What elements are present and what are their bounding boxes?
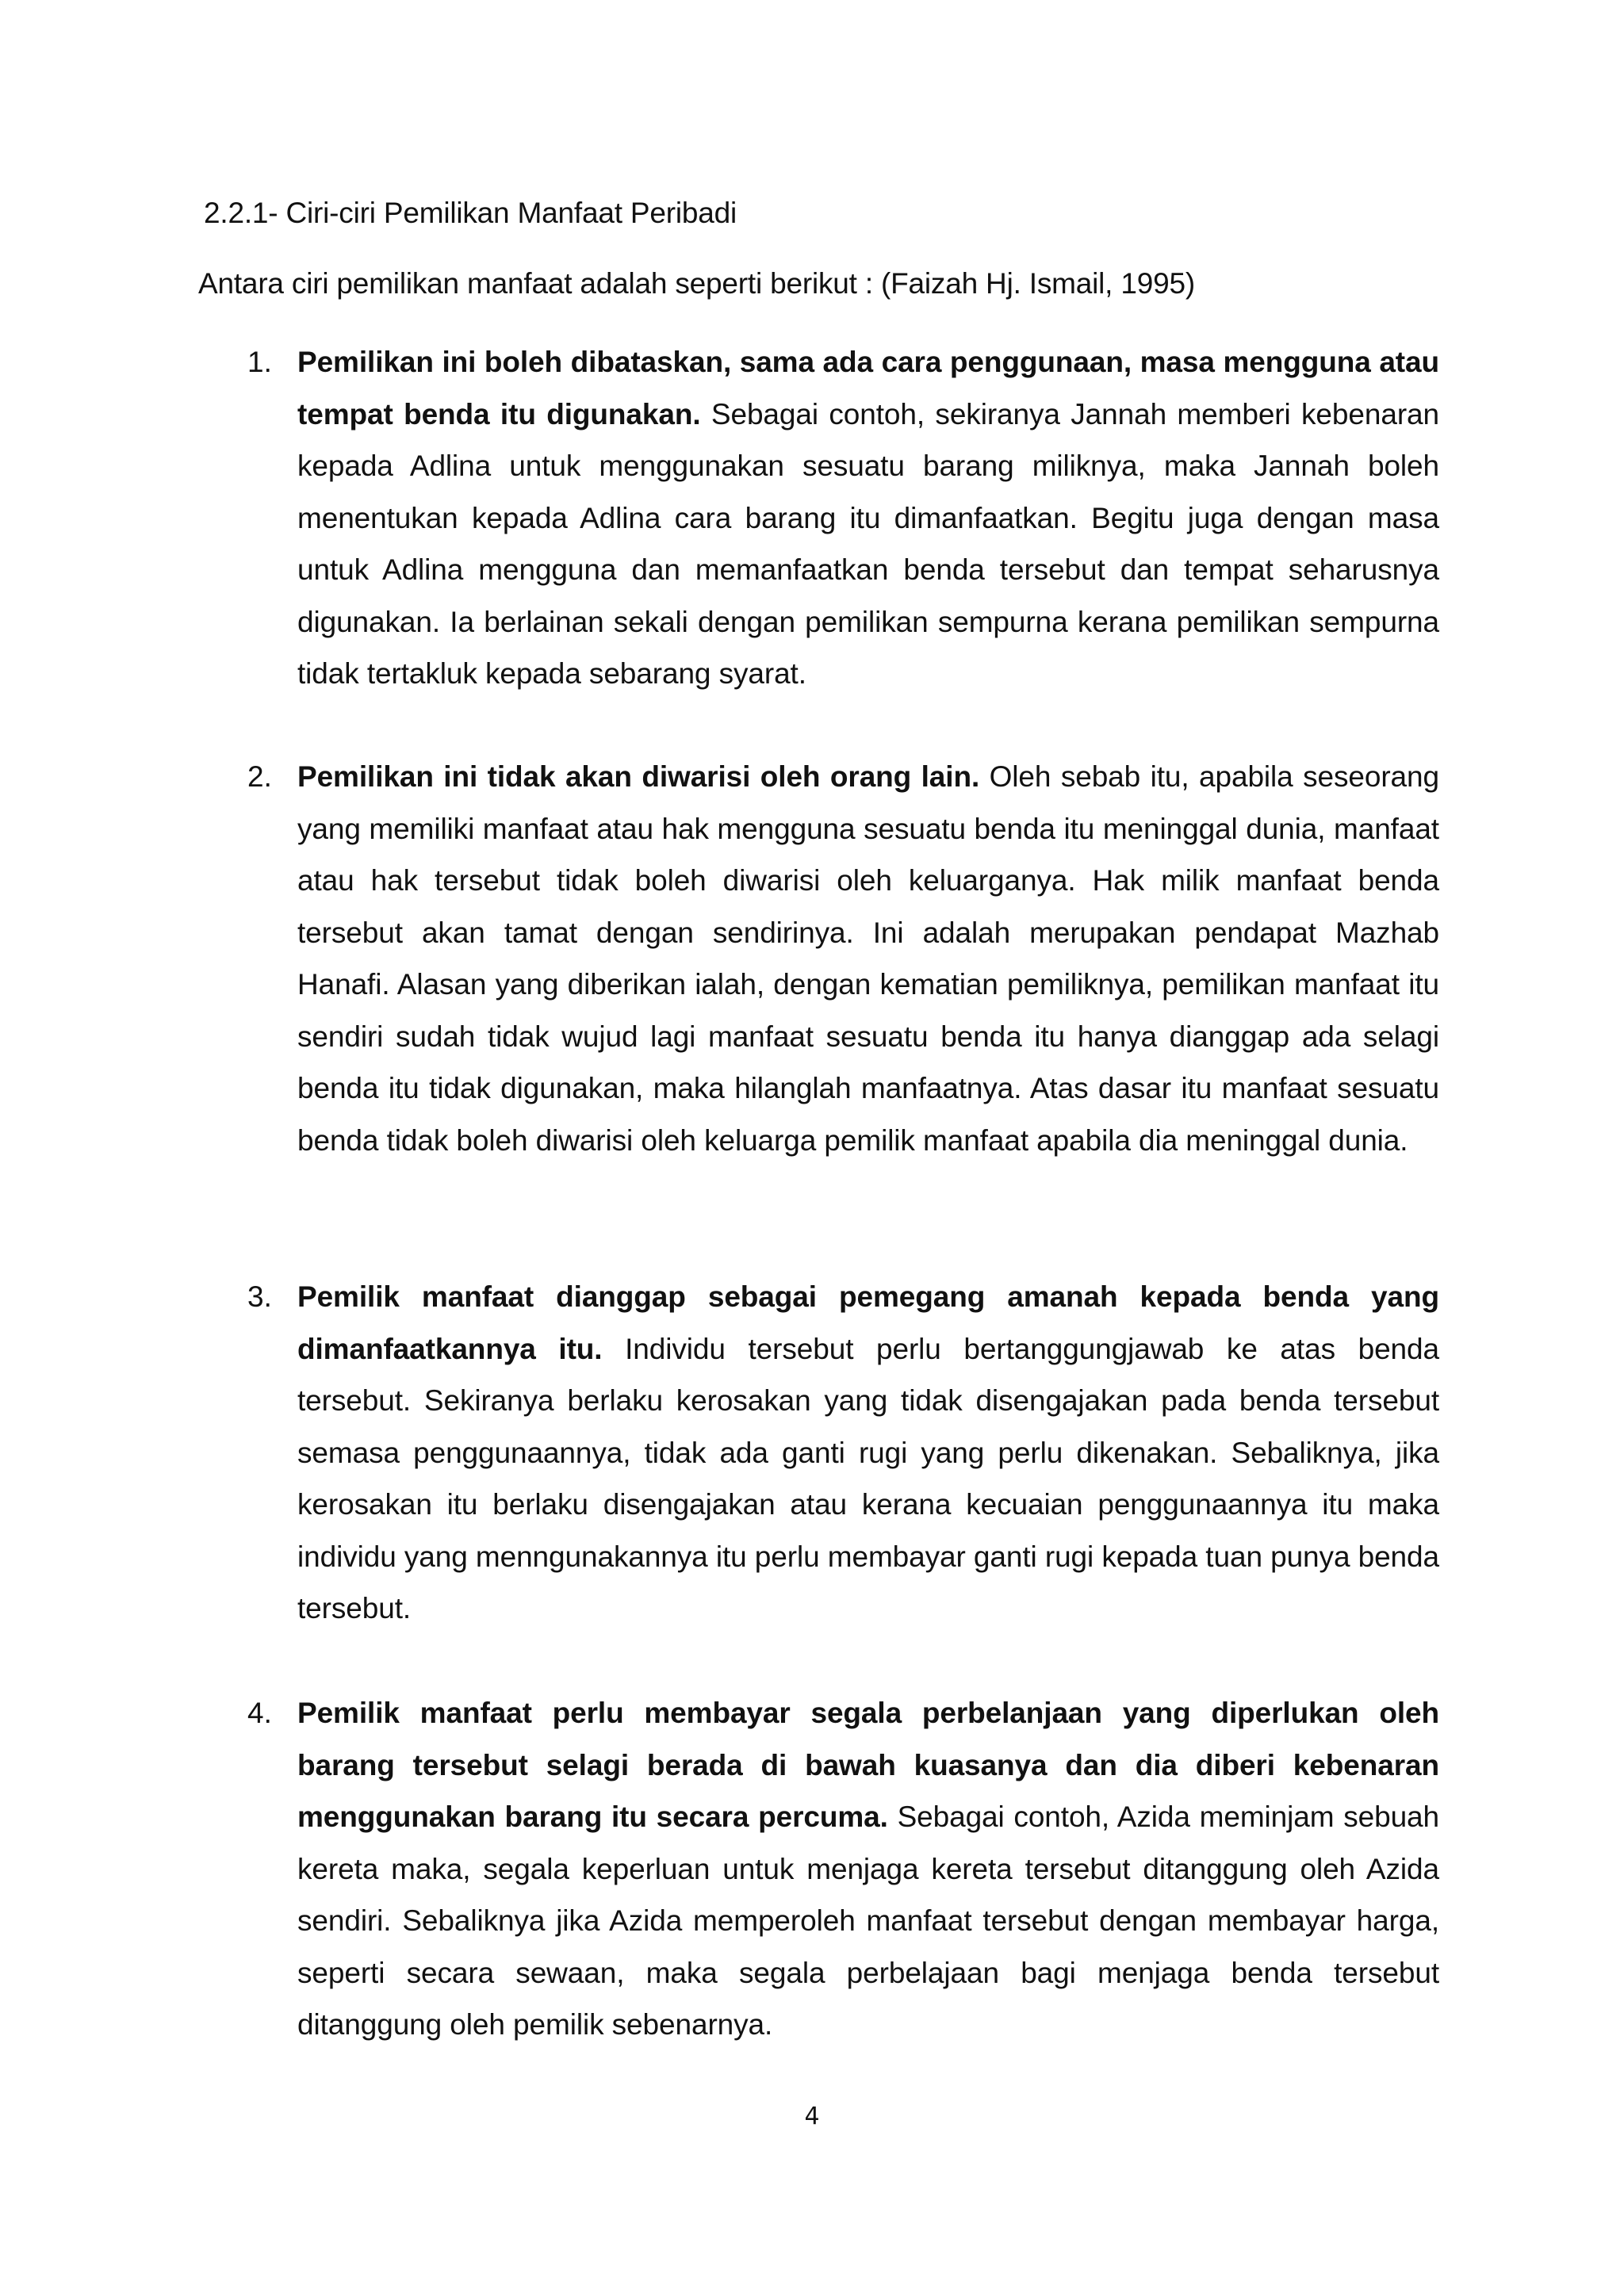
item-number: 1.: [247, 346, 272, 378]
item-number: 3.: [247, 1280, 272, 1313]
item-explanation: Sebagai contoh, Azida meminjam sebuah kereta maka, segala keperluan untuk menjaga kereta tersebut ditanggung oleh Azida sendiri. Sebaliknya jika Azida memperoleh manfaat tersebut dengan membayar harga, seperti secara sewaan, maka segala perbelajaan bagi menjaga benda tersebut ditanggung oleh pemilik sebenarnya.: [297, 1800, 1439, 2041]
section-heading: 2.2.1- Ciri-ciri Pemilikan Manfaat Peribadi: [204, 197, 737, 229]
item-body: [297, 1687, 1439, 2051]
item-body: [297, 751, 1439, 1166]
item-body: [297, 1271, 1439, 1635]
item-explanation: Individu tersebut perlu bertanggungjawab ke atas benda tersebut. Sekiranya berlaku kerosakan yang tidak disengajakan pada benda tersebut semasa penggunaannya, tidak ada ganti rugi yang perlu dikenakan. Sebaliknya, jika kerosakan itu berlaku disengajakan atau kerana kecuaian penggunaannya itu maka individu yang menngunakannya itu perlu membayar ganti rugi kepada tuan punya benda tersebut.: [297, 1332, 1439, 1624]
item-bold-statement: Pemilikan ini boleh dibataskan, sama ada cara penggunaan, masa mengguna atau tempat benda itu digunakan.: [297, 346, 1439, 430]
item-explanation: Sebagai contoh, sekiranya Jannah memberi kebenaran kepada Adlina untuk menggunakan sesuatu barang miliknya, maka Jannah boleh menentukan kepada Adlina cara barang itu dimanfaatkan. Begitu juga dengan masa untuk Adlina mengguna dan memanfaatkan benda tersebut dan tempat seharusnya digunakan. Ia berlainan sekali dengan pemilikan sempurna kerana pemilikan sempurna tidak tertakluk kepada sebarang syarat.: [297, 397, 1439, 690]
page-number: 4: [804, 2103, 820, 2130]
item-body: [297, 336, 1439, 700]
item-number: 2.: [247, 760, 272, 793]
item-number: 4.: [247, 1697, 272, 1729]
intro-paragraph: Antara ciri pemilikan manfaat adalah seperti berikut : (Faizah Hj. Ismail, 1995): [198, 267, 1195, 300]
item-bold-statement: Pemilikan ini tidak akan diwarisi oleh orang lain.: [297, 760, 980, 793]
item-explanation: Oleh sebab itu, apabila seseorang yang memiliki manfaat atau hak mengguna sesuatu benda itu meninggal dunia, manfaat atau hak tersebut tidak boleh diwarisi oleh keluarganya. Hak milik manfaat benda tersebut akan tamat dengan sendirinya. Ini adalah merupakan pendapat Mazhab Hanafi. Alasan yang diberikan ialah, dengan kematian pemiliknya, pemilikan manfaat itu sendiri sudah tidak wujud lagi manfaat sesuatu benda itu hanya dianggap ada selagi benda itu tidak digunakan, maka hilanglah manfaatnya. Atas dasar itu manfaat sesuatu benda tidak boleh diwarisi oleh keluarga pemilik manfaat apabila dia meninggal dunia.: [297, 760, 1439, 1157]
item-bold-statement: Pemilik manfaat perlu membayar segala perbelanjaan yang diperlukan oleh barang tersebut selagi berada di bawah kuasanya dan dia diberi kebenaran menggunakan barang itu secara percuma.: [297, 1697, 1439, 1833]
item-bold-statement: Pemilik manfaat dianggap sebagai pemegang amanah kepada benda yang dimanfaatkannya itu.: [297, 1280, 1439, 1365]
